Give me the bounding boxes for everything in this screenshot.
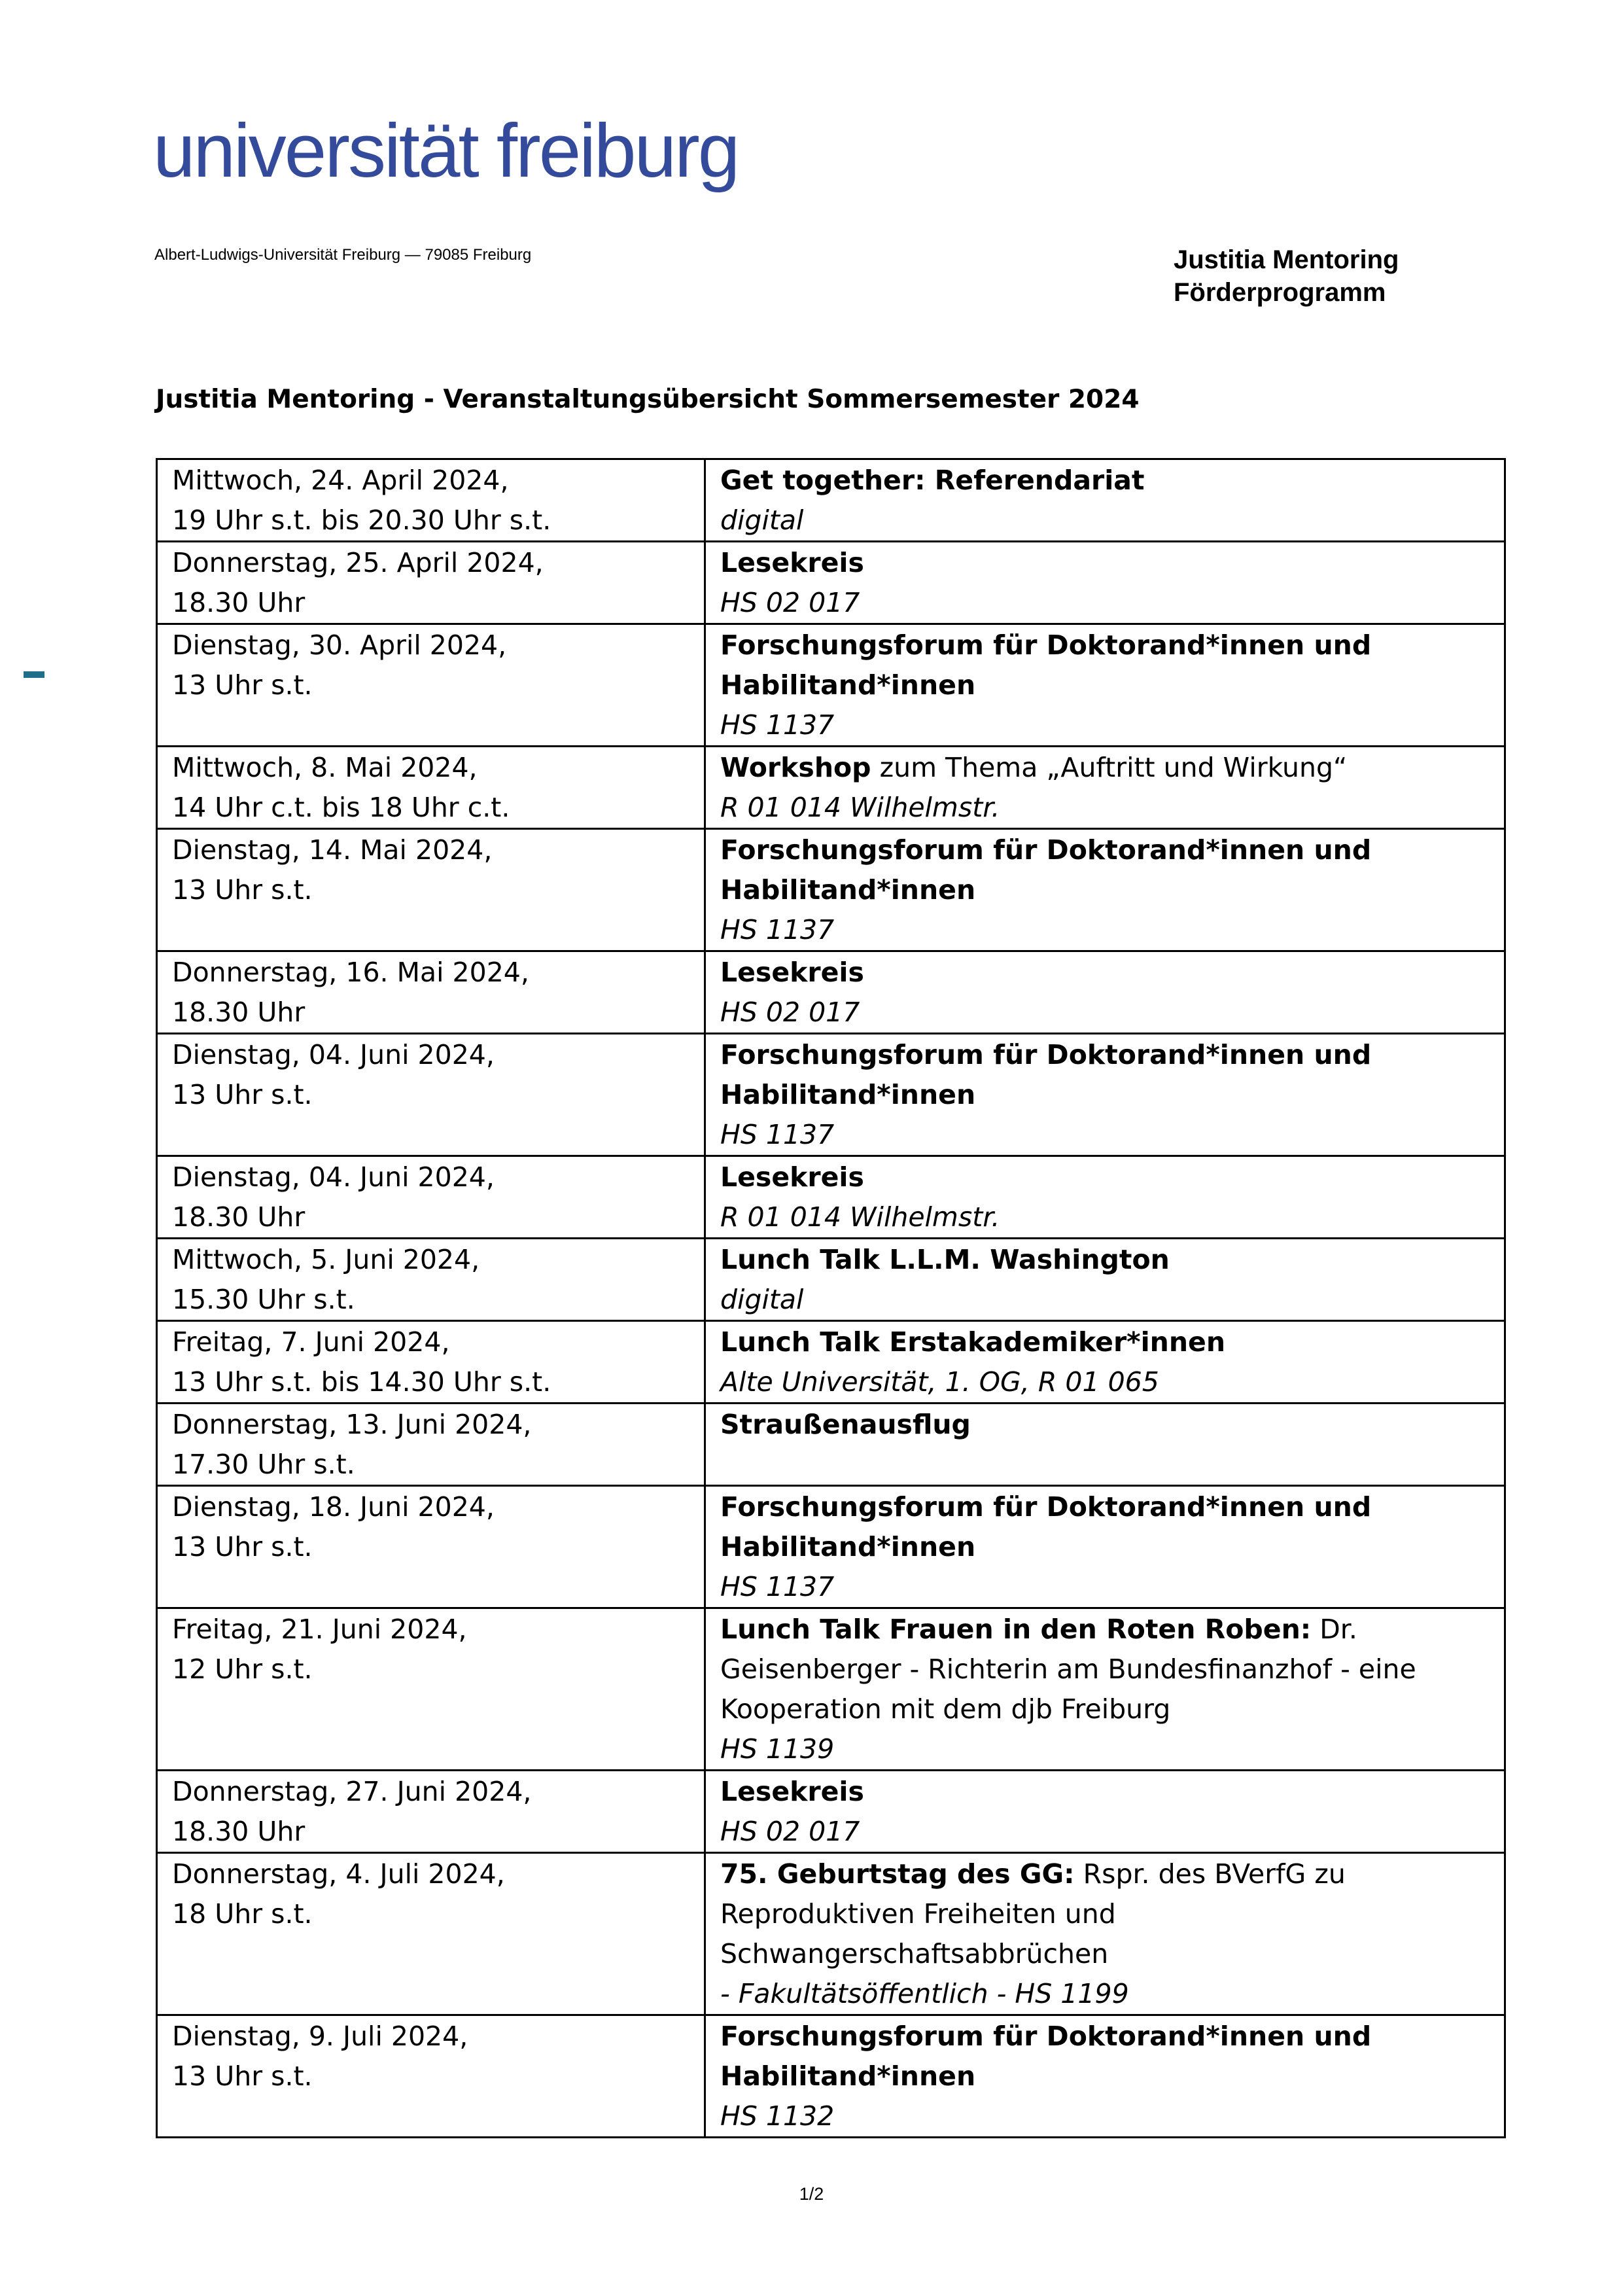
event-details-cell: [705, 1321, 1505, 1404]
event-details-cell: [705, 1156, 1505, 1239]
event-details-cell: [705, 1608, 1505, 1771]
event-time: 13 Uhr s.t. bis 14.30 Uhr s.t.: [172, 1366, 551, 1398]
event-description: [720, 1610, 1490, 1729]
event-location: - Fakultätsöffentlich - HS 1199: [720, 1978, 1129, 2009]
document-title: Justitia Mentoring - Veranstaltungsübersicht Sommersemester 2024: [156, 385, 1140, 414]
event-title: Forschungsforum für Doktorand*innen und Habilitand*innen: [720, 2021, 1372, 2092]
event-datetime-cell: [157, 1156, 705, 1239]
event-details-cell: [705, 829, 1505, 951]
event-date: Dienstag, 14. Mai 2024,: [172, 834, 493, 866]
event-row: [157, 1608, 1505, 1771]
event-details-cell: [705, 459, 1505, 542]
event-time: 15.30 Uhr s.t.: [172, 1284, 355, 1315]
event-time: 18 Uhr s.t.: [172, 1898, 313, 1930]
event-location: digital: [720, 504, 804, 536]
event-details-cell: [705, 1853, 1505, 2015]
event-subtitle: Dr. Geisenberger - Richterin am Bundesfinanzhof - eine Kooperation mit dem djb Freiburg: [720, 1614, 1416, 1725]
event-row: [157, 951, 1505, 1034]
event-details-cell: [705, 747, 1505, 829]
page-number: 1/2: [799, 2184, 824, 2204]
event-schedule-table: [156, 458, 1506, 2138]
event-location: HS 1139: [720, 1733, 835, 1765]
program-line-2: Förderprogramm: [1174, 278, 1386, 307]
event-details-cell: [705, 1404, 1505, 1486]
event-description: [720, 1854, 1490, 1974]
university-logo: universität freiburg: [153, 108, 739, 193]
event-location: R 01 014 Wilhelmstr.: [720, 792, 1000, 823]
event-datetime-cell: [157, 1321, 705, 1404]
event-datetime-cell: [157, 1239, 705, 1321]
event-datetime-cell: [157, 1771, 705, 1853]
event-row: [157, 1404, 1505, 1486]
event-datetime-cell: [157, 1034, 705, 1156]
event-time: 18.30 Uhr: [172, 587, 305, 618]
event-row: [157, 747, 1505, 829]
event-location: R 01 014 Wilhelmstr.: [720, 1201, 1000, 1233]
event-description: [720, 1157, 1490, 1197]
event-title: Lesekreis: [720, 1161, 864, 1193]
event-time: 13 Uhr s.t.: [172, 669, 313, 701]
event-location: Alte Universität, 1. OG, R 01 065: [720, 1366, 1159, 1398]
event-location: HS 02 017: [720, 587, 860, 618]
event-description: [720, 543, 1490, 583]
event-description: [720, 1035, 1490, 1115]
event-date: Mittwoch, 5. Juni 2024,: [172, 1244, 480, 1275]
event-description: [720, 461, 1490, 501]
event-date: Donnerstag, 13. Juni 2024,: [172, 1409, 532, 1440]
event-location: HS 1132: [720, 2100, 835, 2132]
event-datetime-cell: [157, 459, 705, 542]
event-datetime-cell: [157, 542, 705, 624]
event-details-cell: [705, 951, 1505, 1034]
event-details-cell: [705, 2015, 1505, 2138]
event-description: [720, 1240, 1490, 1280]
event-location: HS 1137: [720, 1571, 835, 1602]
event-title: Lesekreis: [720, 957, 864, 988]
event-datetime-cell: [157, 1853, 705, 2015]
event-datetime-cell: [157, 2015, 705, 2138]
event-datetime-cell: [157, 1608, 705, 1771]
event-time: 17.30 Uhr s.t.: [172, 1449, 355, 1480]
event-location: HS 1137: [720, 709, 835, 741]
event-row: [157, 1771, 1505, 1853]
event-description: [720, 2017, 1490, 2096]
event-time: 13 Uhr s.t.: [172, 1531, 313, 1563]
event-location: HS 02 017: [720, 997, 860, 1028]
event-date: Dienstag, 30. April 2024,: [172, 629, 507, 661]
event-time: 13 Uhr s.t.: [172, 874, 313, 906]
event-datetime-cell: [157, 747, 705, 829]
event-title: Get together: Referendariat: [720, 465, 1145, 496]
event-title: Forschungsforum für Doktorand*innen und Habilitand*innen: [720, 834, 1372, 906]
event-row: [157, 542, 1505, 624]
event-date: Dienstag, 04. Juni 2024,: [172, 1039, 495, 1070]
event-date: Donnerstag, 27. Juni 2024,: [172, 1776, 532, 1807]
event-row: [157, 1239, 1505, 1321]
event-row: [157, 1486, 1505, 1608]
event-location: HS 02 017: [720, 1816, 860, 1847]
event-title: Lesekreis: [720, 547, 864, 578]
event-row: [157, 2015, 1505, 2138]
event-date: Freitag, 7. Juni 2024,: [172, 1326, 450, 1358]
event-details-cell: [705, 624, 1505, 747]
event-date: Donnerstag, 16. Mai 2024,: [172, 957, 529, 988]
event-row: [157, 1853, 1505, 2015]
event-title: Lesekreis: [720, 1776, 864, 1807]
program-line-1: Justitia Mentoring: [1174, 245, 1399, 274]
event-location: HS 1137: [720, 914, 835, 945]
event-time: 12 Uhr s.t.: [172, 1653, 313, 1685]
event-date: Mittwoch, 8. Mai 2024,: [172, 752, 478, 783]
event-description: [720, 1322, 1490, 1362]
event-time: 14 Uhr c.t. bis 18 Uhr c.t.: [172, 792, 510, 823]
event-subtitle: zum Thema „Auftritt und Wirkung“: [871, 752, 1348, 783]
event-title: Lunch Talk Erstakademiker*innen: [720, 1326, 1226, 1358]
event-time: 13 Uhr s.t.: [172, 2060, 313, 2092]
event-date: Dienstag, 18. Juni 2024,: [172, 1491, 495, 1523]
event-description: [720, 626, 1490, 705]
event-row: [157, 829, 1505, 951]
event-time: 18.30 Uhr: [172, 1816, 305, 1847]
event-title: Lunch Talk L.L.M. Washington: [720, 1244, 1170, 1275]
event-datetime-cell: [157, 829, 705, 951]
event-row: [157, 1034, 1505, 1156]
event-date: Mittwoch, 24. April 2024,: [172, 465, 509, 496]
event-date: Donnerstag, 4. Juli 2024,: [172, 1858, 505, 1890]
event-datetime-cell: [157, 624, 705, 747]
event-row: [157, 624, 1505, 747]
event-location: digital: [720, 1284, 804, 1315]
event-subtitle: Rspr. des BVerfG zu Reproduktiven Freiheiten und Schwangerschaftsabbrüchen: [720, 1858, 1346, 1969]
event-details-cell: [705, 1239, 1505, 1321]
event-description: [720, 1487, 1490, 1567]
event-datetime-cell: [157, 1404, 705, 1486]
event-date: Freitag, 21. Juni 2024,: [172, 1614, 467, 1645]
event-details-cell: [705, 1034, 1505, 1156]
event-details-cell: [705, 1486, 1505, 1608]
event-date: Donnerstag, 25. April 2024,: [172, 547, 544, 578]
event-title: Forschungsforum für Doktorand*innen und Habilitand*innen: [720, 629, 1372, 701]
event-time: 13 Uhr s.t.: [172, 1079, 313, 1110]
event-datetime-cell: [157, 951, 705, 1034]
event-description: [720, 953, 1490, 993]
event-title: Workshop: [720, 752, 871, 783]
event-description: [720, 830, 1490, 910]
sender-address: Albert-Ludwigs-Universität Freiburg — 79085 Freiburg: [154, 246, 532, 264]
event-title: Forschungsforum für Doktorand*innen und Habilitand*innen: [720, 1039, 1372, 1110]
event-description: [720, 1772, 1490, 1812]
event-date: Dienstag, 04. Juni 2024,: [172, 1161, 495, 1193]
event-title: 75. Geburtstag des GG:: [720, 1858, 1075, 1890]
event-details-cell: [705, 542, 1505, 624]
event-title: Straußenausflug: [720, 1409, 971, 1440]
event-description: [720, 748, 1490, 788]
event-row: [157, 1156, 1505, 1239]
event-location: HS 1137: [720, 1119, 835, 1150]
event-time: 18.30 Uhr: [172, 1201, 305, 1233]
event-datetime-cell: [157, 1486, 705, 1608]
fold-mark: [24, 671, 44, 678]
event-time: 19 Uhr s.t. bis 20.30 Uhr s.t.: [172, 504, 551, 536]
event-time: 18.30 Uhr: [172, 997, 305, 1028]
event-date: Dienstag, 9. Juli 2024,: [172, 2021, 468, 2052]
event-title: Forschungsforum für Doktorand*innen und Habilitand*innen: [720, 1491, 1372, 1563]
event-description: [720, 1405, 1490, 1445]
event-details-cell: [705, 1771, 1505, 1853]
event-row: [157, 1321, 1505, 1404]
event-title: Lunch Talk Frauen in den Roten Roben:: [720, 1614, 1312, 1645]
event-row: [157, 459, 1505, 542]
program-name: [1174, 243, 1399, 309]
